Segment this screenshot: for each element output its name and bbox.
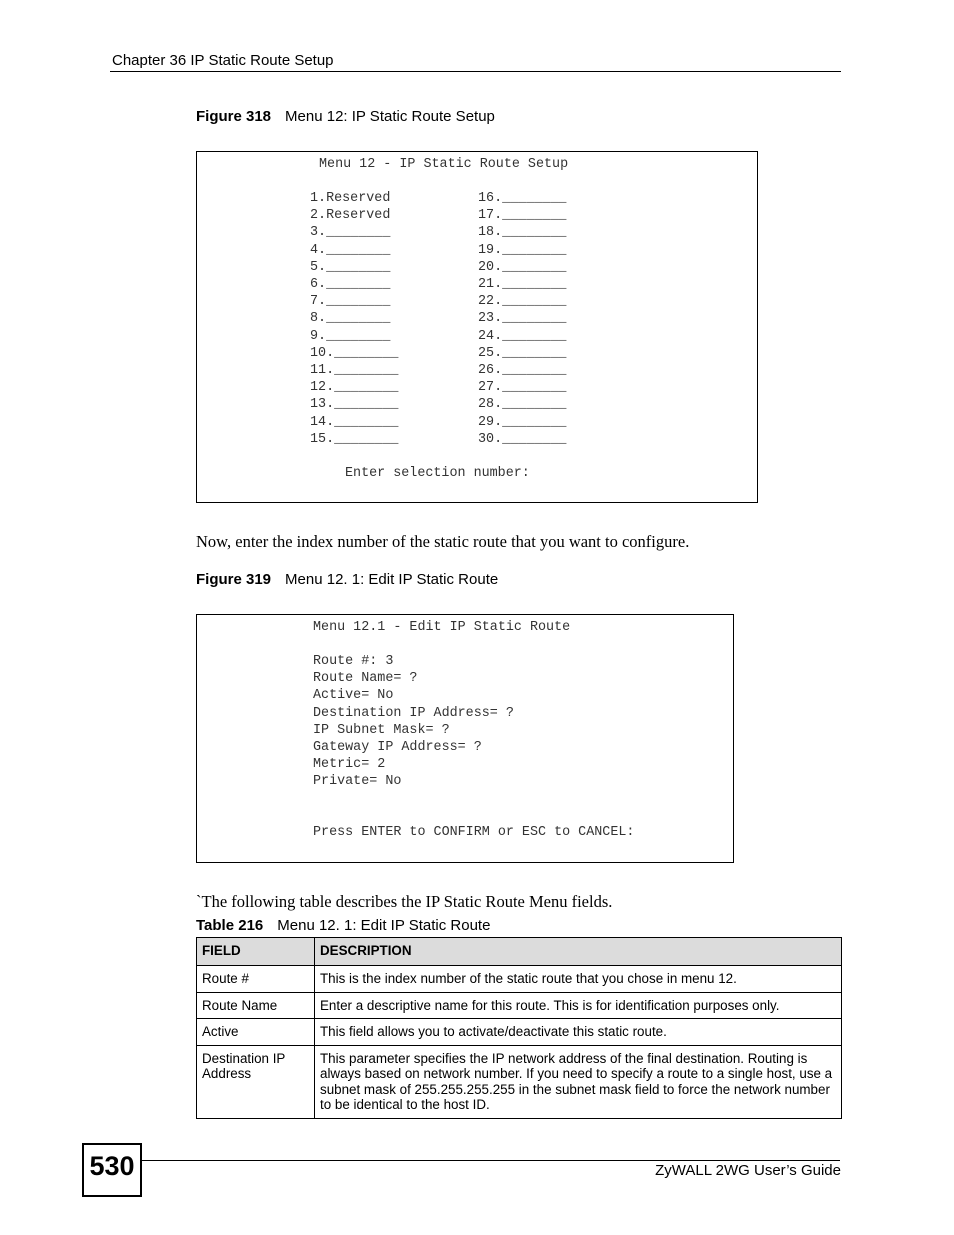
description-cell: This is the index number of the static route that you chose in menu 12.: [315, 966, 842, 993]
route-entry: 9.________: [310, 328, 391, 344]
route-entry: 4.________: [310, 242, 391, 258]
route-entry: 12.________: [310, 380, 399, 396]
figure-318-title: Menu 12: IP Static Route Setup: [285, 108, 495, 125]
selection-prompt: Enter selection number:: [345, 466, 530, 481]
description-cell: This parameter specifies the IP network address of the final destination. Routing is always based on network number. If you need to specify a route to a single host, use a subnet mask of 255.255.255.255 in the subnet mask field to force the network number to be identical to the host ID.: [315, 1045, 842, 1118]
field-cell: Active: [197, 1019, 315, 1046]
figure-319-title: Menu 12. 1: Edit IP Static Route: [285, 571, 499, 588]
route-entry: 28.________: [478, 397, 567, 413]
route-entry: 25.________: [478, 345, 567, 361]
column-header-field: FIELD: [197, 938, 315, 966]
edit-field: IP Subnet Mask= ?: [313, 722, 450, 738]
route-entry: 3.________: [310, 225, 391, 241]
table-row: [197, 1019, 842, 1046]
table-216-label: Table 216: [196, 917, 264, 934]
field-cell: Destination IP Address: [197, 1045, 315, 1118]
figure-319-screen: [196, 614, 734, 863]
route-entry: 8.________: [310, 311, 391, 327]
table-row: [197, 992, 842, 1019]
route-entry: 27.________: [478, 380, 567, 396]
field-cell: Route #: [197, 966, 315, 993]
route-entry: 7.________: [310, 294, 391, 310]
edit-field: Metric= 2: [313, 757, 386, 773]
route-entry: 17.________: [478, 208, 567, 224]
confirm-prompt: Press ENTER to CONFIRM or ESC to CANCEL:: [313, 825, 635, 840]
route-entry: 15.________: [310, 431, 399, 447]
route-entry: 24.________: [478, 328, 567, 344]
route-entry: 1.Reserved: [310, 191, 391, 206]
route-entry: 22.________: [478, 294, 567, 310]
figure-319-caption: [196, 571, 498, 588]
field-cell: Route Name: [197, 992, 315, 1019]
edit-field: Private= No: [313, 774, 402, 790]
route-entry: 10.________: [310, 345, 399, 361]
table-216-caption: [196, 917, 490, 934]
header-rule: [110, 71, 841, 72]
table-intro-paragraph: `The following table describes the IP Static Route Menu fields.: [196, 892, 613, 911]
edit-field: Active= No: [313, 688, 394, 704]
route-entry: 19.________: [478, 242, 567, 258]
description-cell: This field allows you to activate/deactivate this static route.: [315, 1019, 842, 1046]
route-entry: 2.Reserved: [310, 208, 391, 224]
route-entry: 6.________: [310, 277, 391, 292]
route-entry: 20.________: [478, 259, 567, 275]
route-entry: 13.________: [310, 397, 399, 413]
route-entry: 30.________: [478, 431, 567, 447]
route-entry: 26.________: [478, 363, 567, 378]
description-cell: Enter a descriptive name for this route. This is for identification purposes only.: [315, 992, 842, 1019]
table-header-row: [197, 938, 842, 966]
route-entry: 11.________: [310, 363, 399, 378]
figure-319-label: Figure 319: [196, 571, 272, 588]
route-entry: 18.________: [478, 225, 567, 241]
route-entry: 29.________: [478, 414, 567, 430]
edit-screen-title: Menu 12.1 - Edit IP Static Route: [313, 620, 571, 635]
footer-rule: [140, 1160, 840, 1161]
edit-field: Route #: 3: [313, 654, 394, 669]
page-number: 530: [89, 1151, 135, 1181]
route-entry: 14.________: [310, 414, 399, 430]
guide-title: ZyWALL 2WG User’s Guide: [655, 1162, 841, 1179]
route-entry: 23.________: [478, 311, 567, 327]
instruction-paragraph: Now, enter the index number of the static route that you want to configure.: [196, 532, 690, 551]
figure-318-screen: [196, 151, 758, 503]
table-row: [197, 1045, 842, 1118]
field-description-table: [196, 937, 842, 1119]
figure-318-caption: [196, 108, 495, 125]
table-row: [197, 966, 842, 993]
route-entry: 21.________: [478, 277, 567, 292]
table-216-title: Menu 12. 1: Edit IP Static Route: [277, 917, 491, 934]
edit-field: Gateway IP Address= ?: [313, 740, 482, 755]
figure-318-label: Figure 318: [196, 108, 272, 125]
route-entry: 16.________: [478, 191, 567, 206]
screen-title: Menu 12 - IP Static Route Setup: [319, 157, 569, 172]
edit-field: Destination IP Address= ?: [313, 705, 514, 721]
edit-field: Route Name= ?: [313, 671, 418, 687]
chapter-header: Chapter 36 IP Static Route Setup: [112, 52, 334, 69]
route-entry: 5.________: [310, 259, 391, 275]
column-header-description: DESCRIPTION: [315, 938, 842, 966]
